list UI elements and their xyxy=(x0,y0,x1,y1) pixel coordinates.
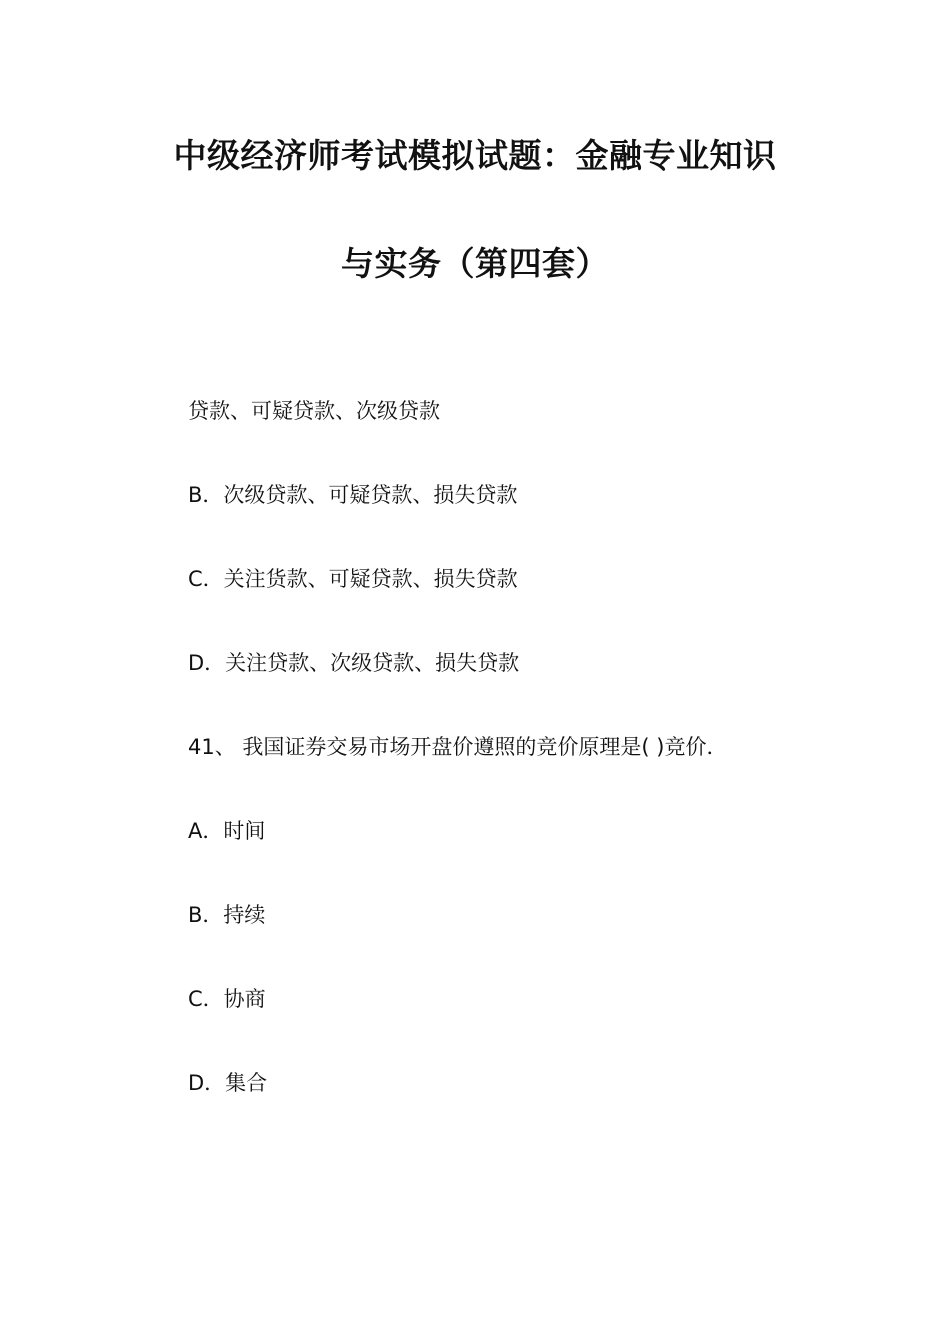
option-b: B．次级贷款、可疑贷款、损失贷款 xyxy=(188,483,518,507)
question-41-option-d: D．集合 xyxy=(188,1071,268,1095)
option-d: D．关注贷款、次级贷款、损失贷款 xyxy=(188,651,520,675)
question-41: 41、 我国证券交易市场开盘价遵照的竞价原理是( )竞价． xyxy=(188,735,728,759)
title-line-1: 中级经济师考试模拟试题：金融专业知识 xyxy=(173,136,777,175)
question-41-option-c: C．协商 xyxy=(188,987,266,1011)
question-41-option-b: B．持续 xyxy=(188,903,266,927)
question-41-option-a: A．时间 xyxy=(188,819,266,843)
title-line-2: 与实务（第四套） xyxy=(341,244,609,283)
option-continuation: 贷款、可疑贷款、次级贷款 xyxy=(188,399,440,423)
option-c: C．关注货款、可疑贷款、损失贷款 xyxy=(188,567,518,591)
